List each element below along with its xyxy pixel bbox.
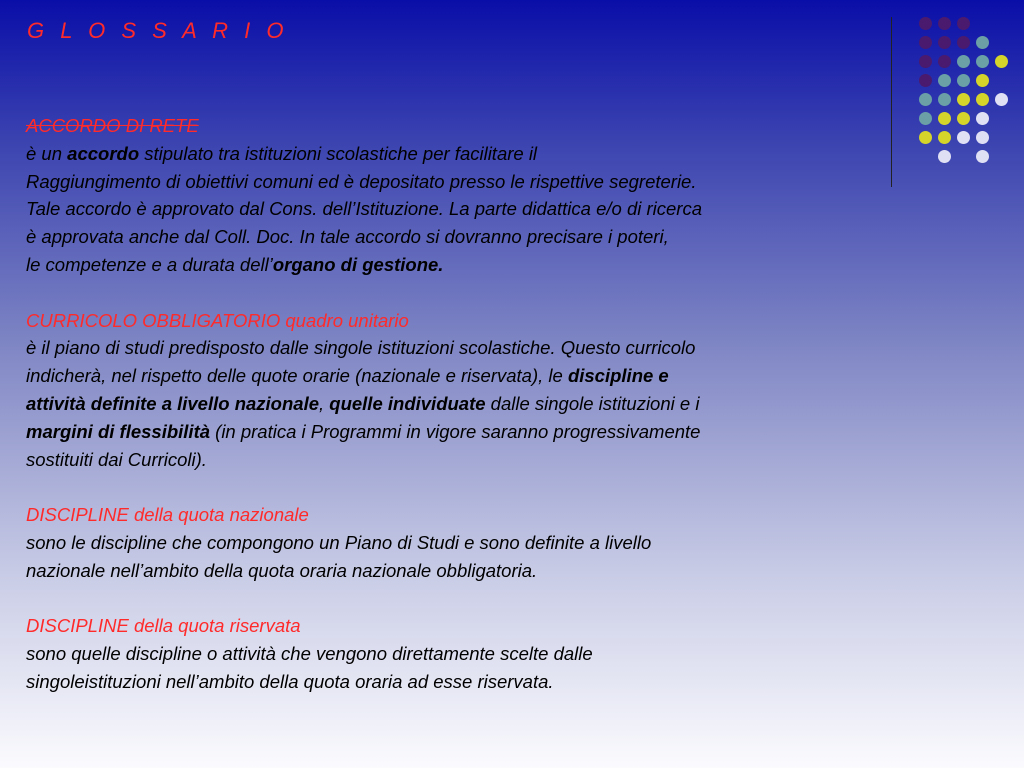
decorative-dot (919, 93, 932, 106)
entry-text: , (319, 392, 330, 414)
entry-text: è un (26, 142, 68, 164)
decorative-dot (919, 55, 932, 68)
decorative-dot (957, 131, 970, 144)
decorative-dot (938, 150, 951, 163)
slide-title: G L O S S A R I O (27, 18, 289, 43)
entry-line (26, 390, 876, 418)
entry-heading: DISCIPLINE della quota nazionale (26, 504, 309, 526)
entry-text: dalle singole istituzioni e i (485, 392, 700, 414)
entry-line: Tale accordo è approvato dal Cons. dell’Istituzione. La parte didattica e/o di ricerca (26, 198, 702, 220)
entry-heading: ACCORDO DI RETE (26, 115, 199, 136)
decorative-dot (938, 112, 951, 125)
decorative-dot (919, 36, 932, 49)
entry-line: è il piano di studi predisposto dalle singole istituzioni scolastiche. Questo curricolo (26, 337, 696, 359)
entry-line: singoleistituzioni nell’ambito della quota oraria ad esse riservata. (26, 670, 554, 692)
entry-line: nazionale nell’ambito della quota oraria nazionale obbligatoria. (26, 559, 538, 581)
entry-text: stipulato tra istituzioni scolastiche per facilitare il (139, 142, 538, 164)
decorative-dot (976, 112, 989, 125)
glossary-entry-discipline-quota-nazionale (26, 501, 876, 584)
glossary-entry-discipline-quota-riservata (26, 612, 876, 695)
decorative-dot (976, 150, 989, 163)
decorative-dot (919, 112, 932, 125)
entry-line (26, 418, 876, 446)
entry-text: (in pratica i Programmi in vigore saranno progressivamente (210, 420, 701, 442)
entry-term: attività definite a livello nazionale (26, 392, 319, 414)
decorative-dot (976, 55, 989, 68)
decorative-dot (995, 55, 1008, 68)
entry-term: margini di flessibilità (26, 420, 211, 442)
entry-line (26, 362, 876, 390)
decorative-dot (919, 17, 932, 30)
entry-term: quelle individuate (329, 392, 486, 414)
entry-line: sono le discipline che compongono un Piano di Studi e sono definite a livello (26, 531, 652, 553)
entry-heading: CURRICOLO OBBLIGATORIO quadro unitario (26, 309, 409, 331)
decorative-dot (938, 93, 951, 106)
decorative-dot (957, 93, 970, 106)
entry-line: sostituiti dai Curricoli). (26, 448, 207, 470)
decorative-dot (976, 93, 989, 106)
entry-heading: DISCIPLINE della quota riservata (26, 615, 301, 637)
entry-line: sono quelle discipline o attività che vengono direttamente scelte dalle (26, 643, 593, 665)
decorative-dot (957, 74, 970, 87)
entry-term: accordo (67, 142, 140, 164)
entry-text: le competenze e a durata dell’ (26, 253, 273, 275)
decorative-dot (938, 17, 951, 30)
glossary-body (26, 112, 876, 724)
decorative-dot-grid (0, 0, 1024, 200)
entry-line: è approvata anche dal Coll. Doc. In tale accordo si dovranno precisare i poteri, (26, 226, 669, 248)
decorative-dot (976, 131, 989, 144)
decorative-dot (938, 131, 951, 144)
decorative-dot (938, 74, 951, 87)
decorative-dot (938, 36, 951, 49)
decorative-dot (938, 55, 951, 68)
decorative-dot (919, 74, 932, 87)
decorative-dot (919, 131, 932, 144)
decorative-dot (957, 112, 970, 125)
glossary-entry-curricolo-obbligatorio (26, 307, 876, 474)
entry-term: discipline e (567, 365, 669, 387)
decorative-dot (976, 74, 989, 87)
decorative-dot (957, 55, 970, 68)
entry-line (26, 251, 876, 279)
decorative-dot (976, 36, 989, 49)
decorative-dot (957, 36, 970, 49)
entry-term: organo di gestione. (272, 253, 444, 275)
entry-line: Raggiungimento di obiettivi comuni ed è depositato presso le rispettive segreterie. (26, 170, 697, 192)
decorative-dot (957, 17, 970, 30)
decorative-dot (995, 93, 1008, 106)
entry-text: indicherà, nel rispetto delle quote orarie (nazionale e riservata), le (26, 365, 568, 387)
